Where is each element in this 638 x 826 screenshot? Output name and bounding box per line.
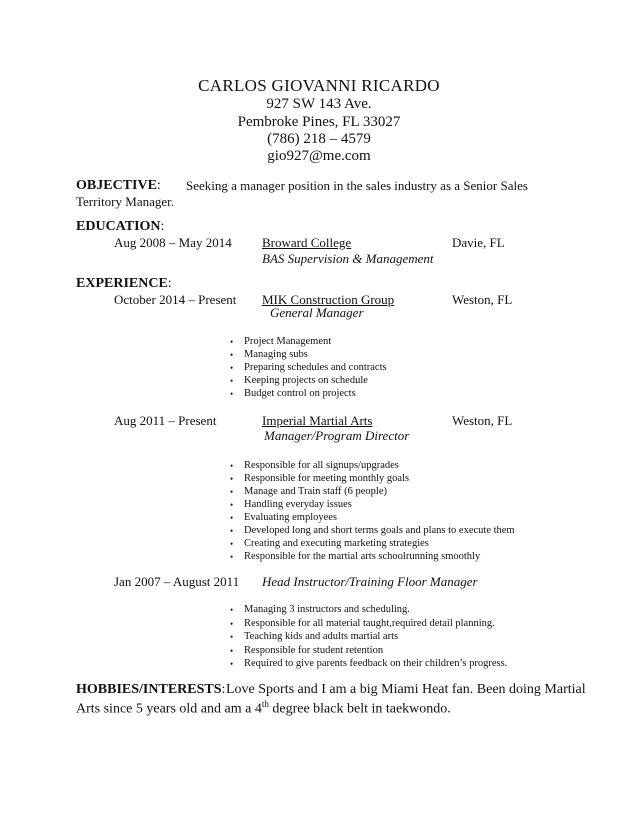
hobbies-label: HOBBIES/INTERESTS	[76, 682, 222, 697]
job-1-employer: MIK Construction Group	[262, 292, 395, 307]
bullet-icon: •	[230, 376, 234, 386]
bullet-icon: •	[230, 363, 234, 373]
bullet-icon: •	[230, 619, 234, 629]
bullet-icon: •	[230, 659, 234, 669]
job-2-title: Manager/Program Director	[264, 428, 410, 443]
experience-heading	[76, 276, 172, 292]
job-2-location: Weston, FL	[452, 413, 513, 428]
bullet-icon: •	[230, 487, 234, 497]
education-colon: :	[160, 219, 165, 234]
job-1-dates: October 2014 – Present	[114, 292, 237, 307]
hobbies-colon: :	[221, 682, 226, 697]
address-line-2: Pembroke Pines, FL 33027	[237, 114, 401, 130]
resume-name: CARLOS GIOVANNI RICARDO	[198, 76, 440, 95]
hobbies-text-line-2: Arts since 5 years old and am a 4th degree black belt in taekwondo.	[76, 699, 451, 717]
education-dates: Aug 2008 – May 2014	[114, 235, 232, 250]
objective-text-line-1: Seeking a manager position in the sales industry as a Senior Sales	[186, 178, 528, 193]
job-3-dates: Jan 2007 – August 2011	[114, 574, 240, 589]
job-2-dates: Aug 2011 – Present	[114, 413, 217, 428]
bullet-icon: •	[230, 350, 234, 360]
education-school: Broward College	[262, 235, 352, 250]
bullet-icon: •	[230, 474, 234, 484]
experience-colon: :	[167, 276, 172, 291]
education-degree: BAS Supervision & Management	[262, 251, 434, 266]
bullet-icon: •	[230, 552, 234, 562]
bullet-icon: •	[230, 526, 234, 536]
job-3-title: Head Instructor/Training Floor Manager	[262, 574, 478, 589]
bullet-icon: •	[230, 461, 234, 471]
objective-label: OBJECTIVE	[76, 178, 157, 193]
education-heading	[76, 219, 164, 235]
hobbies-text-line-1: Love Sports and I am a big Miami Heat fan. Been doing Martial	[226, 682, 586, 697]
phone-number: (786) 218 – 4579	[267, 131, 371, 147]
objective-colon: :	[156, 178, 161, 193]
bullet-icon: •	[230, 539, 234, 549]
email-address: gio927@me.com	[267, 148, 371, 164]
bullet-icon: •	[230, 605, 234, 615]
education-location: Davie, FL	[452, 235, 505, 250]
objective-text-line-2: Territory Manager.	[76, 194, 174, 209]
address-line-1: 927 SW 143 Ave.	[266, 96, 372, 112]
education-label: EDUCATION	[76, 219, 161, 234]
bullet-icon: •	[230, 513, 234, 523]
job-1-title: General Manager	[270, 305, 364, 320]
objective-heading	[76, 178, 161, 194]
bullet-icon: •	[230, 337, 234, 347]
bullet-icon: •	[230, 389, 234, 399]
job-1-location: Weston, FL	[452, 292, 513, 307]
bullet-icon: •	[230, 500, 234, 510]
job-2-employer: Imperial Martial Arts	[262, 413, 373, 428]
experience-label: EXPERIENCE	[76, 276, 168, 291]
bullet-icon: •	[230, 646, 234, 656]
hobbies-heading	[76, 682, 225, 698]
bullet-icon: •	[230, 632, 234, 642]
